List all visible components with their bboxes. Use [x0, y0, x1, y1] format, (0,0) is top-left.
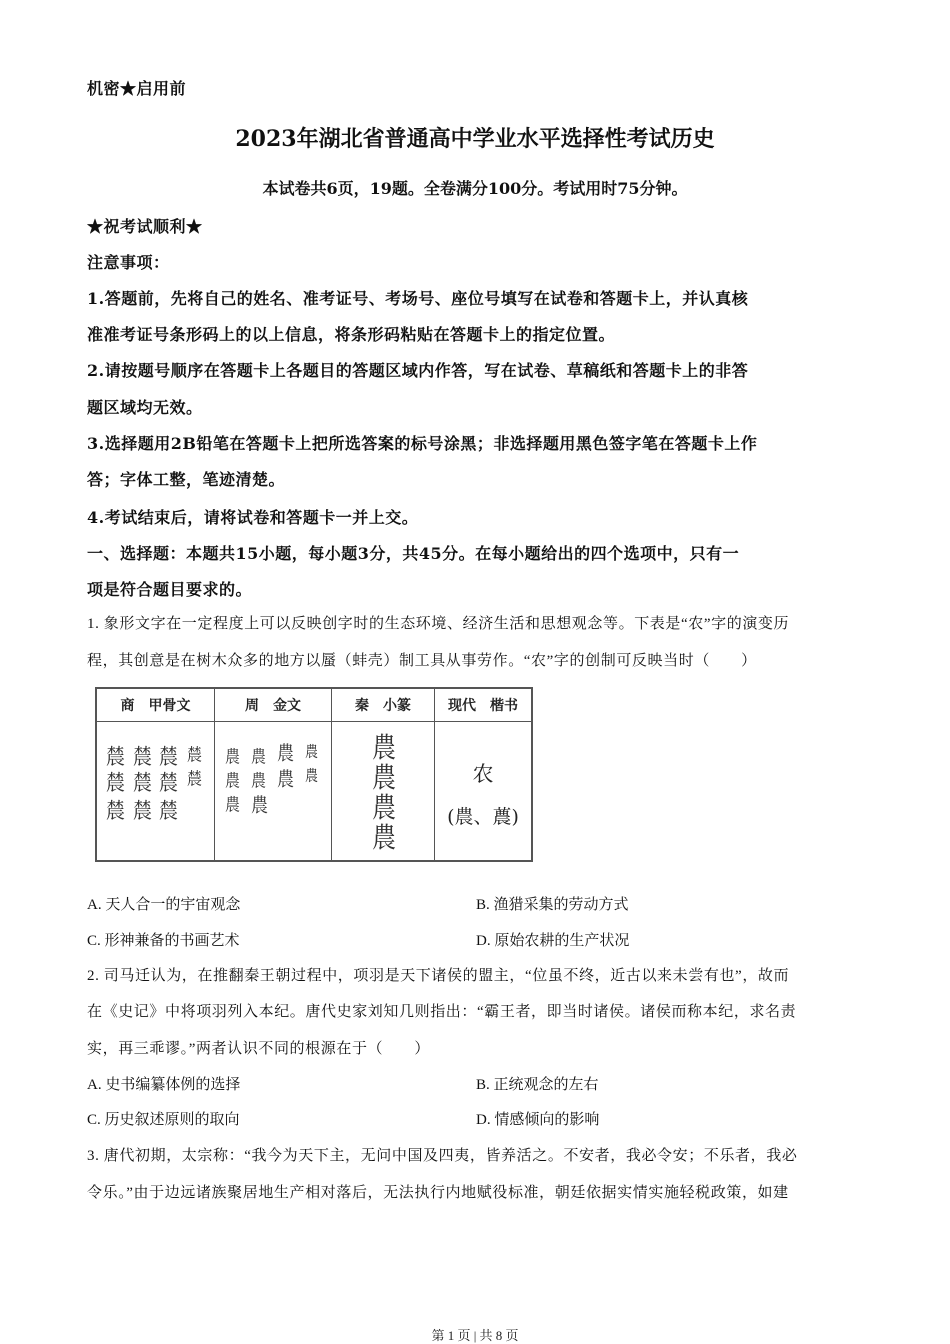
glyph-image: 辳: [133, 744, 153, 770]
question-2-option-c: C. 历史叙述原则的取向: [87, 1112, 240, 1128]
variant-characters: (農、蕽): [447, 806, 519, 828]
glyph-image: 農: [225, 794, 241, 816]
note-4-line-1: 4.考试结束后，请将试卷和答题卡一并上交。: [87, 508, 419, 527]
question-1-stem-line-2: 程，其创意是在树木众多的地方以蜃（蚌壳）制工具从事劳作。“农”字的创制可反映当时（ ）: [87, 653, 757, 669]
note-1-line-1: 1.答题前，先将自己的姓名、准考证号、考场号、座位号填写在试卷和答题卡上，并认真核: [87, 289, 749, 308]
question-2-stem-line-1: 2. 司马迁认为，在推翻秦王朝过程中，项羽是天下诸侯的盟主，“位虽不终，近古以来未尝有也”，故而: [87, 968, 790, 984]
question-1-option-d: D. 原始农耕的生产状况: [476, 933, 630, 949]
question-3-stem-line-1: 3. 唐代初期，太宗称：“我今为天下主，无问中国及四夷，皆养活之。不安者，我必令安；不乐者，我必: [87, 1148, 798, 1164]
glyph-image: 辳: [159, 744, 179, 770]
question-3-stem-line-2: 令乐。”由于边远诸族聚居地生产相对落后，无法执行内地赋役标准，朝廷依据实情实施轻税政策，如建: [87, 1185, 789, 1201]
column-header: 周 金文: [215, 689, 331, 722]
note-3-line-2: 答；字体工整，笔迹清楚。: [87, 470, 286, 489]
question-1-option-a: A. 天人合一的宇宙观念: [87, 897, 241, 913]
glyph-image: 辳: [133, 798, 153, 824]
note-2-line-1: 2.请按题号顺序在答题卡上各题目的答题区域内作答，写在试卷、草稿纸和答题卡上的非答: [87, 361, 749, 380]
section-heading-line-2: 项是符合题目要求的。: [87, 580, 253, 599]
confidential-label: 机密★启用前: [87, 79, 187, 98]
exam-title: 2023年湖北省普通高中学业水平选择性考试历史: [235, 126, 715, 152]
glyph-image: 辳: [187, 768, 203, 790]
glyph-image: 辳: [159, 770, 179, 796]
column-header: 秦 小篆: [332, 689, 434, 722]
glyph-image: 農: [277, 768, 294, 792]
note-2-line-2: 题区域均无效。: [87, 398, 203, 417]
question-2-option-b: B. 正统观念的左右: [476, 1077, 599, 1093]
section-heading-line-1: 一、选择题：本题共15小题，每小题3分，共45分。在每小题给出的四个选项中，只有一: [87, 544, 740, 563]
notes-heading: 注意事项：: [87, 253, 170, 272]
question-2-option-d: D. 情感倾向的影响: [476, 1112, 600, 1128]
column-qin-seal: [332, 689, 435, 860]
question-2-stem-line-2: 在《史记》中将项羽列入本纪。唐代史家刘知几则指出：“霸王者，即当时诸侯。诸侯而称本纪，求名责: [87, 1004, 797, 1020]
glyph-image: 農: [372, 821, 396, 855]
glyph-image: 辳: [106, 798, 126, 824]
oracle-bone-glyphs: [97, 722, 214, 860]
modern-character: 农: [472, 762, 494, 786]
glyph-image: 農: [372, 791, 396, 825]
column-shang-oracle: [97, 689, 215, 860]
glyph-image: 農: [305, 743, 319, 762]
glyph-image: 農: [225, 746, 241, 768]
small-seal-glyphs: [332, 722, 434, 860]
note-1-line-2: 准准考证号条形码上的以上信息，将条形码粘贴在答题卡上的指定位置。: [87, 325, 616, 344]
glyph-image: 農: [251, 770, 267, 792]
glyph-image: 辳: [159, 798, 179, 824]
glyph-image: 農: [372, 761, 396, 795]
column-zhou-bronze: [215, 689, 332, 860]
question-2-option-a: A. 史书编纂体例的选择: [87, 1077, 241, 1093]
question-1-stem-line-1: 1. 象形文字在一定程度上可以反映创字时的生态环境、经济生活和思想观念等。下表是“农”字的演变历: [87, 616, 790, 632]
character-evolution-table: [95, 687, 533, 862]
glyph-image: 辳: [106, 770, 126, 796]
glyph-image: 辳: [187, 744, 203, 766]
column-modern-regular: [435, 689, 531, 860]
glyph-image: 辳: [133, 770, 153, 796]
glyph-image: 辳: [106, 744, 126, 770]
question-2-stem-line-3: 实，再三乖谬。”两者认识不同的根源在于（ ）: [87, 1041, 430, 1057]
modern-script-cell: [435, 722, 531, 860]
glyph-image: 農: [225, 770, 241, 792]
page-number: 第 1 页 | 共 8 页: [431, 1328, 519, 1343]
glyph-image: 農: [305, 767, 319, 786]
question-1-option-b: B. 渔猎采集的劳动方式: [476, 897, 629, 913]
glyph-image: 農: [251, 746, 267, 768]
glyph-image: 農: [277, 742, 294, 766]
question-1-option-c: C. 形神兼备的书画艺术: [87, 933, 240, 949]
blessing-text: ★祝考试顺利★: [87, 217, 203, 236]
note-3-line-1: 3.选择题用2B铅笔在答题卡上把所选答案的标号涂黑；非选择题用黑色签字笔在答题卡上作: [87, 434, 758, 453]
glyph-image: 農: [251, 794, 268, 818]
column-header: 现代 楷书: [435, 689, 531, 722]
exam-subtitle: 本试卷共6页，19题。全卷满分100分。考试用时75分钟。: [262, 179, 688, 198]
column-header: 商 甲骨文: [97, 689, 214, 722]
glyph-image: 農: [372, 731, 396, 765]
bronze-inscription-glyphs: [215, 722, 331, 860]
